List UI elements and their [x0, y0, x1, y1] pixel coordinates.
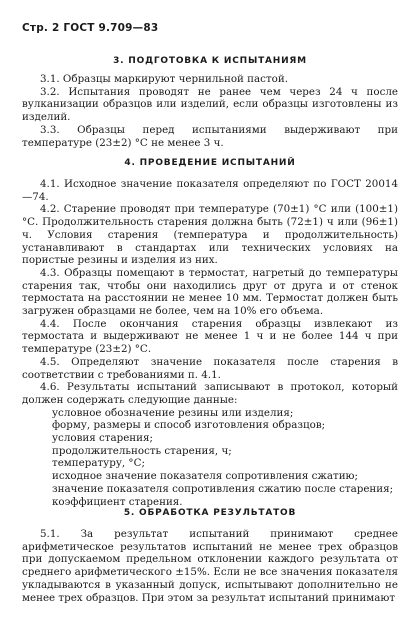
section-title-preparation: 3. ПОДГОТОВКА К ИСПЫТАНИЯМ — [113, 56, 307, 66]
paragraph-3-2: 3.2. Испытания проводят не ранее чем через 24 ч после вулканизации образцов или изделий, если образцы изготовлены из изделий. — [22, 85, 398, 124]
paragraph-5-1: 5.1. За результат испытаний принимают среднее арифметическое результатов испытаний не менее трех образцов при допускаемом предельном отклонении каждого результата от среднего арифметического ±15%. Если не все значения показателя укладываются в указанный допуск, испытывают дополнительно не менее трех образцов. При этом за результат испытаний принимают — [22, 528, 398, 604]
paragraph-4-2: 4.2. Старение проводят при температуре (70±1) °С или (100±1) °С. Продолжительность старения должна быть (72±1) ч или (96±1) ч. Условия старения (температура и продолжительность) устанавливают в стандартах или технических условиях на пористые резины и изделия из них. — [22, 203, 398, 267]
list-item: температуру, °С; — [52, 457, 145, 470]
list-item: продолжительность старения, ч; — [52, 444, 232, 457]
paragraph-3-3: 3.3. Образцы перед испытаниями выдерживают при температуре (23±2) °С не менее 3 ч. — [22, 123, 398, 149]
paragraph-3-1: 3.1. Образцы маркируют чернильной пастой. — [40, 73, 288, 85]
running-head: Стр. 2 ГОСТ 9.709—83 — [22, 22, 159, 34]
list-item: значение показателя сопротивления сжатию после старения; — [52, 482, 394, 495]
list-item: форму, размеры и способ изготовления образцов; — [52, 419, 326, 432]
section-body-testing — [22, 178, 398, 508]
paragraph-4-4: 4.4. После окончания старения образцы извлекают из термостата и выдерживают не менее 1 ч и не более 144 ч при температуре (23±2) °С. — [22, 317, 398, 356]
paragraph-4-1: 4.1. Исходное значение показателя определяют по ГОСТ 20014—74. — [22, 178, 398, 203]
list-item: исходное значение показателя сопротивления сжатию; — [52, 470, 358, 483]
list-item: условия старения; — [52, 432, 153, 445]
section-body-preparation — [22, 73, 398, 149]
section-title-results: 5. ОБРАБОТКА РЕЗУЛЬТАТОВ — [123, 508, 297, 518]
paragraph-4-6: 4.6. Результаты испытаний записывают в протокол, который должен содержать следующие данные: — [22, 381, 398, 406]
list-item: коэффициент старения. — [52, 495, 183, 508]
section-title-testing: 4. ПРОВЕДЕНИЕ ИСПЫТАНИЙ — [124, 158, 296, 168]
paragraph-4-5: 4.5. Определяют значение показателя после старения в соответствии с требованиями п. 4.1. — [22, 355, 398, 381]
list-item: условное обозначение резины или изделия; — [52, 406, 294, 419]
section-body-results — [22, 528, 398, 604]
paragraph-4-3: 4.3. Образцы помещают в термостат, нагретый до температуры старения так, чтобы они находились друг от друга и от стенок термостата на расстоянии не менее 10 мм. Термостат должен быть загружен образцами не более, чем на 10% его объема. — [22, 266, 398, 318]
